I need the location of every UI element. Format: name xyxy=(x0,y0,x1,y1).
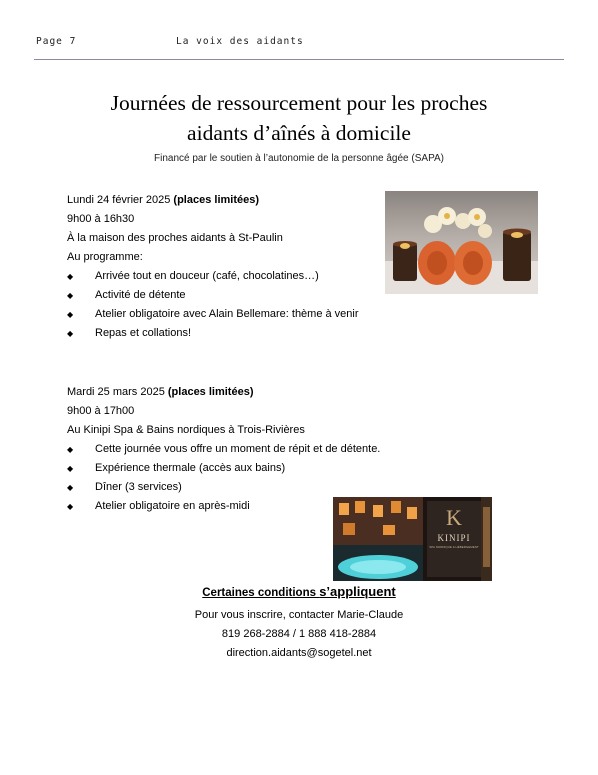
list-item: ◆ Dîner (3 services) xyxy=(67,478,380,497)
funding-subtitle: Financé par le soutien à l’autonomie de la personne âgée (SAPA) xyxy=(154,153,444,164)
event-2-limited-tag: (places limitées) xyxy=(167,386,254,398)
bullet-icon: ◆ xyxy=(67,272,74,281)
conditions-word: s’appliquent xyxy=(319,584,396,599)
event-1-program-label: Au programme: xyxy=(67,251,143,263)
event-2-date xyxy=(67,383,380,402)
spa-towels-image xyxy=(385,191,538,294)
event-2-date-text: Mardi 25 mars 2025 xyxy=(67,386,168,398)
newsletter-title: La voix des aidants xyxy=(176,36,304,47)
spa-towels-illustration xyxy=(385,191,538,294)
title-line-1: Journées de ressourcement pour les proches xyxy=(110,91,488,115)
event-1-date-text: Lundi 24 février 2025 xyxy=(67,194,174,206)
title-line-2: aidants d’aînés à domicile xyxy=(187,121,411,145)
bullet-icon: ◆ xyxy=(67,310,74,319)
event-1-limited-tag: (places limitées) xyxy=(173,194,260,206)
kinipi-spa-image xyxy=(333,497,492,581)
bullet-icon: ◆ xyxy=(67,502,74,511)
event-2-location: Au Kinipi Spa & Bains nordiques à Trois-Rivières xyxy=(67,424,305,436)
bullet-icon: ◆ xyxy=(67,445,74,454)
conditions-notice xyxy=(0,584,598,599)
contact-email[interactable]: direction.aidants@sogetel.net xyxy=(226,647,372,659)
list-item: ◆ Atelier obligatoire en après-midi xyxy=(67,497,380,516)
conditions-prefix: Certaines conditions xyxy=(202,587,320,599)
list-item: ◆ Repas et collations! xyxy=(67,324,359,343)
list-item: ◆ Arrivée tout en douceur (café, chocolatines…) xyxy=(67,267,359,286)
bullet-icon: ◆ xyxy=(67,483,74,492)
page-title xyxy=(60,88,538,148)
list-item: ◆ Atelier obligatoire avec Alain Bellemare: thème à venir xyxy=(67,305,359,324)
event-2-time: 9h00 à 17h00 xyxy=(67,405,135,417)
page-header xyxy=(36,36,564,56)
list-item: ◆ Activité de détente xyxy=(67,286,359,305)
contact-phones: 819 268-2884 / 1 888 418-2884 xyxy=(221,628,377,640)
list-item: ◆ Cette journée vous offre un moment de répit et de détente. xyxy=(67,440,380,459)
kinipi-logo-name: KINIPI xyxy=(437,533,471,543)
event-1-program-list xyxy=(67,267,359,343)
event-1-location: À la maison des proches aidants à St-Paulin xyxy=(67,232,283,244)
contact-info xyxy=(0,606,598,663)
list-item: ◆ Expérience thermale (accès aux bains) xyxy=(67,459,380,478)
bullet-icon: ◆ xyxy=(67,291,74,300)
page-number: Page 7 xyxy=(36,36,77,47)
event-1-time: 9h00 à 16h30 xyxy=(67,213,135,225)
contact-line: Pour vous inscrire, contacter Marie-Claude xyxy=(194,609,404,621)
bullet-icon: ◆ xyxy=(67,329,74,338)
kinipi-logo-tagline: SPA NORDIQUE & HÉBERGEMENT xyxy=(429,545,479,549)
kinipi-spa-illustration xyxy=(333,497,492,581)
kinipi-logo-letter: K xyxy=(446,505,462,530)
event-1 xyxy=(67,191,359,343)
header-divider xyxy=(34,59,564,60)
bullet-icon: ◆ xyxy=(67,464,74,473)
event-1-date xyxy=(67,191,359,210)
